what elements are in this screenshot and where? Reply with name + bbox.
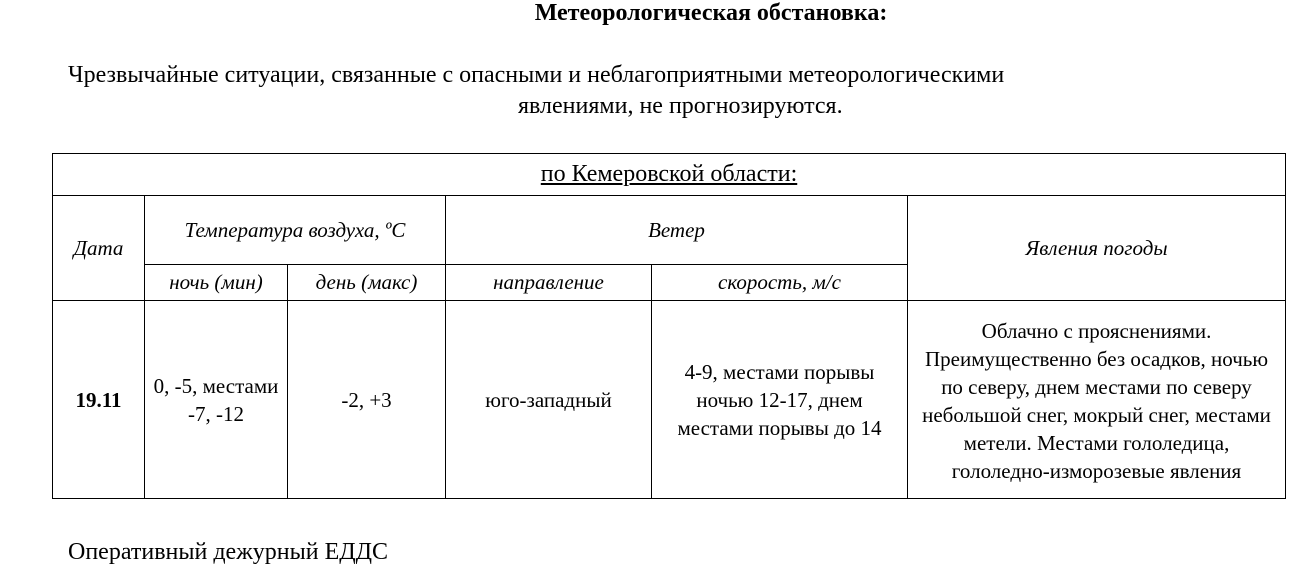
intro-paragraph <box>68 60 1228 122</box>
cell-phenomena: Облачно с прояснениями. Преимущественно без осадков, ночью по северу, днем местами по северу небольшой снег, мокрый снег, местами метели. Местами гололедица, гололедно-изморозевые явления <box>908 301 1286 499</box>
region-row <box>53 154 1286 196</box>
intro-line-1: Чрезвычайные ситуации, связанные с опасными и неблагоприятными метеорологическими <box>68 62 1005 88</box>
header-speed: скорость, м/с <box>652 265 908 301</box>
header-temperature: Температура воздуха, ºС <box>145 196 446 265</box>
region-title: по Кемеровской области: <box>53 154 1286 196</box>
header-night: ночь (мин) <box>145 265 288 301</box>
header-wind: Ветер <box>446 196 908 265</box>
header-direction: направление <box>446 265 652 301</box>
table-row <box>53 301 1286 499</box>
page-heading: Метеорологическая обстановка: <box>534 0 888 26</box>
cell-day-temp: -2, +3 <box>288 301 446 499</box>
cell-wind-speed: 4-9, местами порывы ночью 12-17, днем местами порывы до 14 <box>652 301 908 499</box>
header-row-1 <box>53 196 1286 265</box>
cell-night-temp: 0, -5, местами -7, -12 <box>145 301 288 499</box>
header-phenomena: Явления погоды <box>908 196 1286 301</box>
footer-signature: Оперативный дежурный ЕДДС <box>68 539 389 565</box>
header-day: день (макс) <box>288 265 446 301</box>
cell-wind-direction: юго-западный <box>446 301 652 499</box>
weather-forecast-table <box>52 153 1286 499</box>
header-date: Дата <box>53 196 145 301</box>
intro-line-2: явлениями, не прогнозируются. <box>518 93 843 119</box>
cell-date: 19.11 <box>53 301 145 499</box>
